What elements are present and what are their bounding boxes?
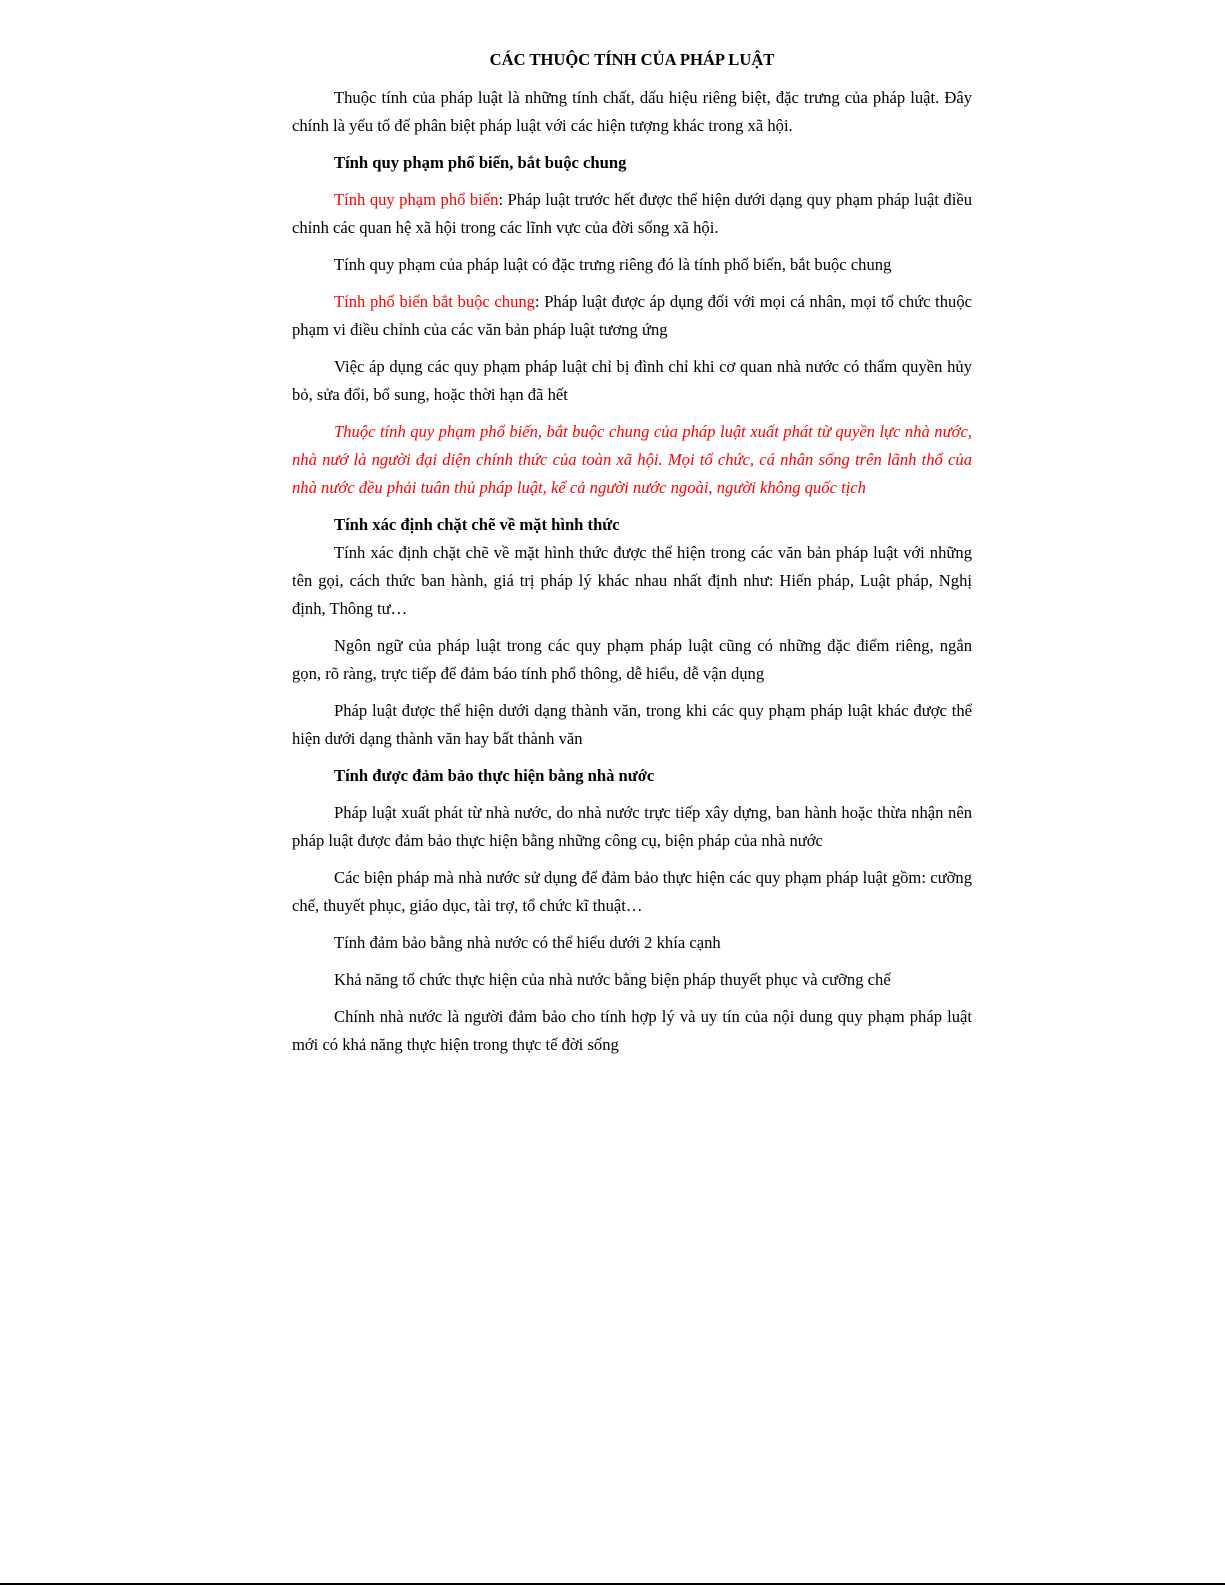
section-heading-pervasive-norms: Tính quy phạm phổ biến, bắt buộc chung (334, 153, 627, 172)
paragraph-legal-language: Ngôn ngữ của pháp luật trong các quy phạm pháp luật cũng có những đặc điểm riêng, ngắn gọn, rõ ràng, trực tiếp để đảm báo tính phổ thông, dễ hiểu, dễ vận dụng (292, 636, 972, 683)
highlighted-term: Tính phổ biến bắt buộc chung (334, 292, 535, 311)
paragraph-state-legitimacy: Chính nhà nước là người đảm bảo cho tính hợp lý và uy tín của nội dung quy phạm pháp luật mới có khả năng thực hiện trong thực tế đời sống (292, 1007, 972, 1054)
paragraph-norm-characteristic: Tính quy phạm của pháp luật có đặc trưng riêng đó là tính phổ biến, bắt buộc chung (334, 255, 892, 274)
paragraph-pervasive-norm-definition (292, 186, 972, 242)
section-heading-state-guarantee: Tính được đảm bảo thực hiện bằng nhà nước (334, 766, 655, 785)
paragraph-text: : Pháp luật trước hết được thể hiện dưới dạng quy phạm pháp luật điều chỉnh các quan hệ xã hội trong các lĩnh vực của đời sống xã hội. (292, 190, 973, 237)
intro-paragraph: Thuộc tính của pháp luật là những tính chất, dấu hiệu riêng biệt, đặc trưng của pháp luật. Đây chính là yếu tố để phân biệt pháp luật với các hiện tượng khác trong xã hội. (292, 88, 972, 135)
paragraph-suspension: Việc áp dụng các quy phạm pháp luật chỉ bị đình chỉ khi cơ quan nhà nước có thẩm quyền hủy bỏ, sửa đổi, bổ sung, hoặc thời hạn đã hết (292, 357, 972, 404)
paragraph-state-power-note: Thuộc tính quy phạm phổ biến, bắt buộc chung của pháp luật xuất phát từ quyền lực nhà nước, nhà nướ là người đại diện chính thức của toàn xã hội. Mọi tổ chức, cá nhân sống trên lãnh thổ của nhà nước đều phải tuân thủ pháp luật, kể cả người nước ngoài, người không quốc tịch (292, 422, 972, 497)
paragraph-two-aspects: Tính đảm bảo bằng nhà nước có thể hiểu dưới 2 khía cạnh (334, 933, 721, 952)
paragraph-text: : Pháp luật được áp dụng đối với mọi cá nhân, mọi tổ chức thuộc phạm vi điều chỉnh của các văn bản pháp luật tương ứng (292, 292, 973, 339)
document-page (292, 46, 972, 1059)
paragraph-written-form: Pháp luật được thể hiện dưới dạng thành văn, trong khi các quy phạm pháp luật khác được thể hiện dưới dạng thành văn hay bất thành văn (292, 701, 972, 748)
section-heading-formal-definiteness: Tính xác định chặt chẽ về mặt hình thức (334, 515, 620, 534)
paragraph-organizational-capacity: Khả năng tổ chức thực hiện của nhà nước bằng biện pháp thuyết phục và cưỡng chế (334, 970, 891, 989)
paragraph-state-origin: Pháp luật xuất phát từ nhà nước, do nhà nước trực tiếp xây dựng, ban hành hoặc thừa nhận nên pháp luật được đảm bảo thực hiện bằng những công cụ, biện pháp của nhà nước (292, 803, 972, 850)
paragraph-generally-binding (292, 288, 972, 344)
paragraph-legal-documents: Tính xác định chặt chẽ về mặt hình thức được thể hiện trong các văn bản pháp luật với những tên gọi, cách thức ban hành, giá trị pháp lý khác nhau nhất định như: Hiến pháp, Luật pháp, Nghị định, Thông tư… (292, 543, 972, 618)
document-title: CÁC THUỘC TÍNH CỦA PHÁP LUẬT (489, 50, 775, 69)
paragraph-enforcement-measures: Các biện pháp mà nhà nước sử dụng để đảm bảo thực hiện các quy phạm pháp luật gồm: cưỡng chế, thuyết phục, giáo dục, tài trợ, tổ chức kĩ thuật… (292, 868, 972, 915)
highlighted-term: Tính quy phạm phổ biến (334, 190, 499, 209)
